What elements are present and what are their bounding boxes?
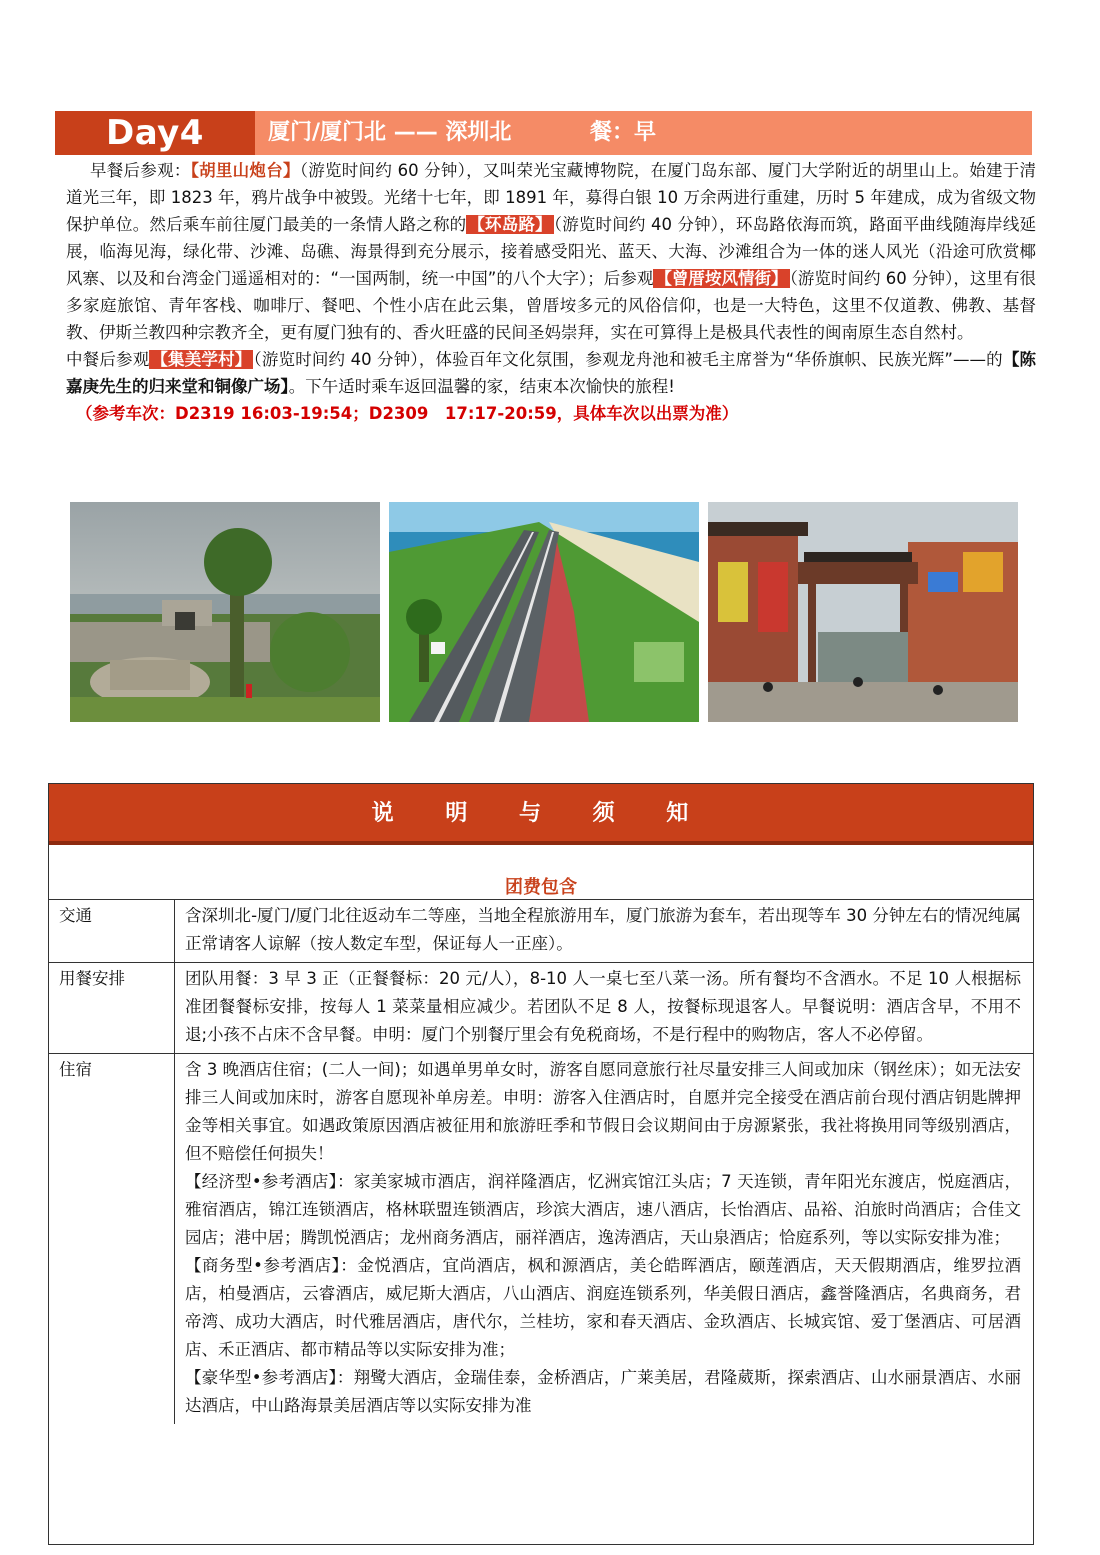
notes-subtitle: 团费包含 (505, 877, 577, 898)
row-line-business-hotels: 【商务型•参考酒店】：金悦酒店，宜尚酒店，枫和源酒店，美仑皓晖酒店，颐莲酒店，天天假期酒店，维罗拉酒店，柏曼酒店，云睿酒店，威尼斯大酒店，八山酒店、润庭连锁系列，华美假日酒店，鑫誉隆酒店，名典商务，君帝湾、成功大酒店，时代雅居酒店，唐代尔，兰桂坊，家和春天酒店、金玖酒店、长城宾馆、爱丁堡酒店、可居酒店、禾正酒店、都市精品等以实际安排为准； (185, 1256, 1021, 1359)
row-line: 团队用餐：3 早 3 正（正餐餐标：20 元/人），8-10 人一桌七至八菜一汤。所有餐均不含酒水。不足 10 人根据标准团餐餐标安排，按每人 1 菜菜量相应减少。若团队不足 8 人，按餐标现退客人。早餐说明：酒店含早，不用不退;小孩不占床不含早餐。申明：厦门个别餐厅里会有免税商场，不是行程中的购物店，客人不必停留。 (185, 969, 1021, 1044)
notes-table (48, 783, 1034, 1545)
text-segment: （游览时间约 60 分钟），又叫荣光宝藏博物院，在厦门岛东部、厦门大学附近的胡里山上。始建于清道光三年，即 1823 年，鸦片战争中被毁。光绪十七年，即 1891 年，募得白银 10 万余两进行重建，历时 5 年建成，成为省级文物保护单位。然后乘车前往厦门最美的一条情人路之称的 (66, 161, 1036, 234)
attraction-zengcuoan: 【曾厝垵风情街】 (655, 269, 788, 288)
notes-subheader-row (49, 845, 1033, 900)
row-key-meals: 用餐安排 (49, 963, 175, 1053)
row-value-meals (175, 963, 1033, 1053)
table-row (49, 900, 1033, 963)
huandao-road-photo (389, 502, 699, 722)
row-key-accommodation: 住宿 (49, 1054, 175, 1424)
text-segment: 中餐后参观 (66, 350, 150, 369)
row-line: 含深圳北-厦门/厦门北往返动车二等座，当地全程旅游用车，厦门旅游为套车，若出现等车 30 分钟左右的情况纯属正常请客人谅解（按人数定车型，保证每人一正座）。 (185, 906, 1021, 953)
text-segment: （游览时间约 60 分钟），这里有很多家庭旅馆、青年客栈、咖啡厅、餐吧、个性小店在此云集，曾厝垵多元的风俗信仰，也是一大特色，这里不仅道教、佛教、基督教、伊斯兰教四种宗教齐全，更有厦门独有的、香火旺盛的民间圣妈崇拜，实在可算得上是极具代表性的闽南原生态自然村。 (66, 269, 1036, 342)
notes-title: 说 明 与 须 知 (49, 784, 1033, 845)
attraction-huandao-road: 【环岛路】 (468, 215, 552, 234)
text-segment: 早餐后参观： (90, 161, 191, 180)
row-line: 含 3 晚酒店住宿；(二人一间)；如遇单男单女时，游客自愿同意旅行社尽量安排三人间或加床（钢丝床）；如无法安排三人间或加床时，游客自愿现补单房差。申明：游客入住酒店时，自愿并完全接受在酒店前台现付酒店钥匙牌押金等相关事宜。如遇政策原因酒店被征用和旅游旺季和节假日会议期间由于房源紧张，我社将换用同等级别酒店，但不赔偿任何损失！ (185, 1060, 1021, 1163)
train-reference-note: （参考车次：D2319 16:03-19:54；D2309 17:17-20:59，具体车次以出票为准） (76, 404, 739, 423)
itinerary-paragraph-afternoon (66, 346, 1036, 400)
table-row (49, 963, 1033, 1054)
text-segment: （游览时间约 40 分钟），环岛路依海而筑，路面平曲线随海岸线延展，临海见海，绿化带、沙滩、岛礁、海景得到充分展示，接着感受阳光、蓝天、大海、沙滩组合为一体的迷人风光（沿途可欣赏椰风寨、以及和台湾金门遥遥相对的：“一国两制，统一中国”的八个大字）；后参观 (66, 215, 1037, 288)
text-segment: 。下午适时乘车返回温馨的家，结束本次愉快的旅程! (288, 377, 675, 396)
day-meal: 餐：早 (590, 120, 657, 145)
text-segment: （游览时间约 40 分钟），体验百年文化氛围，参观龙舟池和被毛主席誉为“华侨旗帜、民族光辉”——的 (253, 350, 1003, 369)
itinerary-paragraph-morning (66, 157, 1036, 346)
row-line-economy-hotels: 【经济型•参考酒店】：家美家城市酒店，润祥隆酒店，忆洲宾馆江头店；7 天连锁，青年阳光东渡店，悦庭酒店，雅宿酒店，锦江连锁酒店，格林联盟连锁酒店，珍滨大酒店，速八酒店，长怡酒店、品裕、泊旅时尚酒店；合佳文园店；港中居；腾凯悦酒店；龙州商务酒店，丽祥酒店，逸涛酒店，天山泉酒店；恰庭系列，等以实际安排为准； (185, 1172, 1021, 1247)
attraction-jimei: 【集美学村】 (151, 350, 252, 369)
row-value-accommodation (175, 1054, 1033, 1424)
hulishan-fort-photo (70, 502, 380, 722)
row-value-transport (175, 900, 1033, 962)
zengcuoan-street-photo (708, 502, 1018, 722)
day-header-bar (55, 111, 1032, 155)
itinerary-text (66, 157, 1036, 427)
day-route: 厦门/厦门北 —— 深圳北 (268, 120, 512, 145)
table-row (49, 1054, 1033, 1424)
day-label: Day4 (55, 111, 255, 155)
row-key-transport: 交通 (49, 900, 175, 962)
attraction-hulishan: 【胡里山炮台】 (190, 161, 300, 180)
row-line-luxury-hotels: 【豪华型•参考酒店】：翔鹭大酒店，金瑞佳泰，金桥酒店，广莱美居，君隆葳斯，探索酒店、山水丽景酒店、水丽达酒店，中山路海景美居酒店等以实际安排为准 (185, 1368, 1021, 1415)
attraction-chen-jiageng: 【陈嘉庚先生的归来堂和铜像广场】 (66, 350, 1037, 396)
